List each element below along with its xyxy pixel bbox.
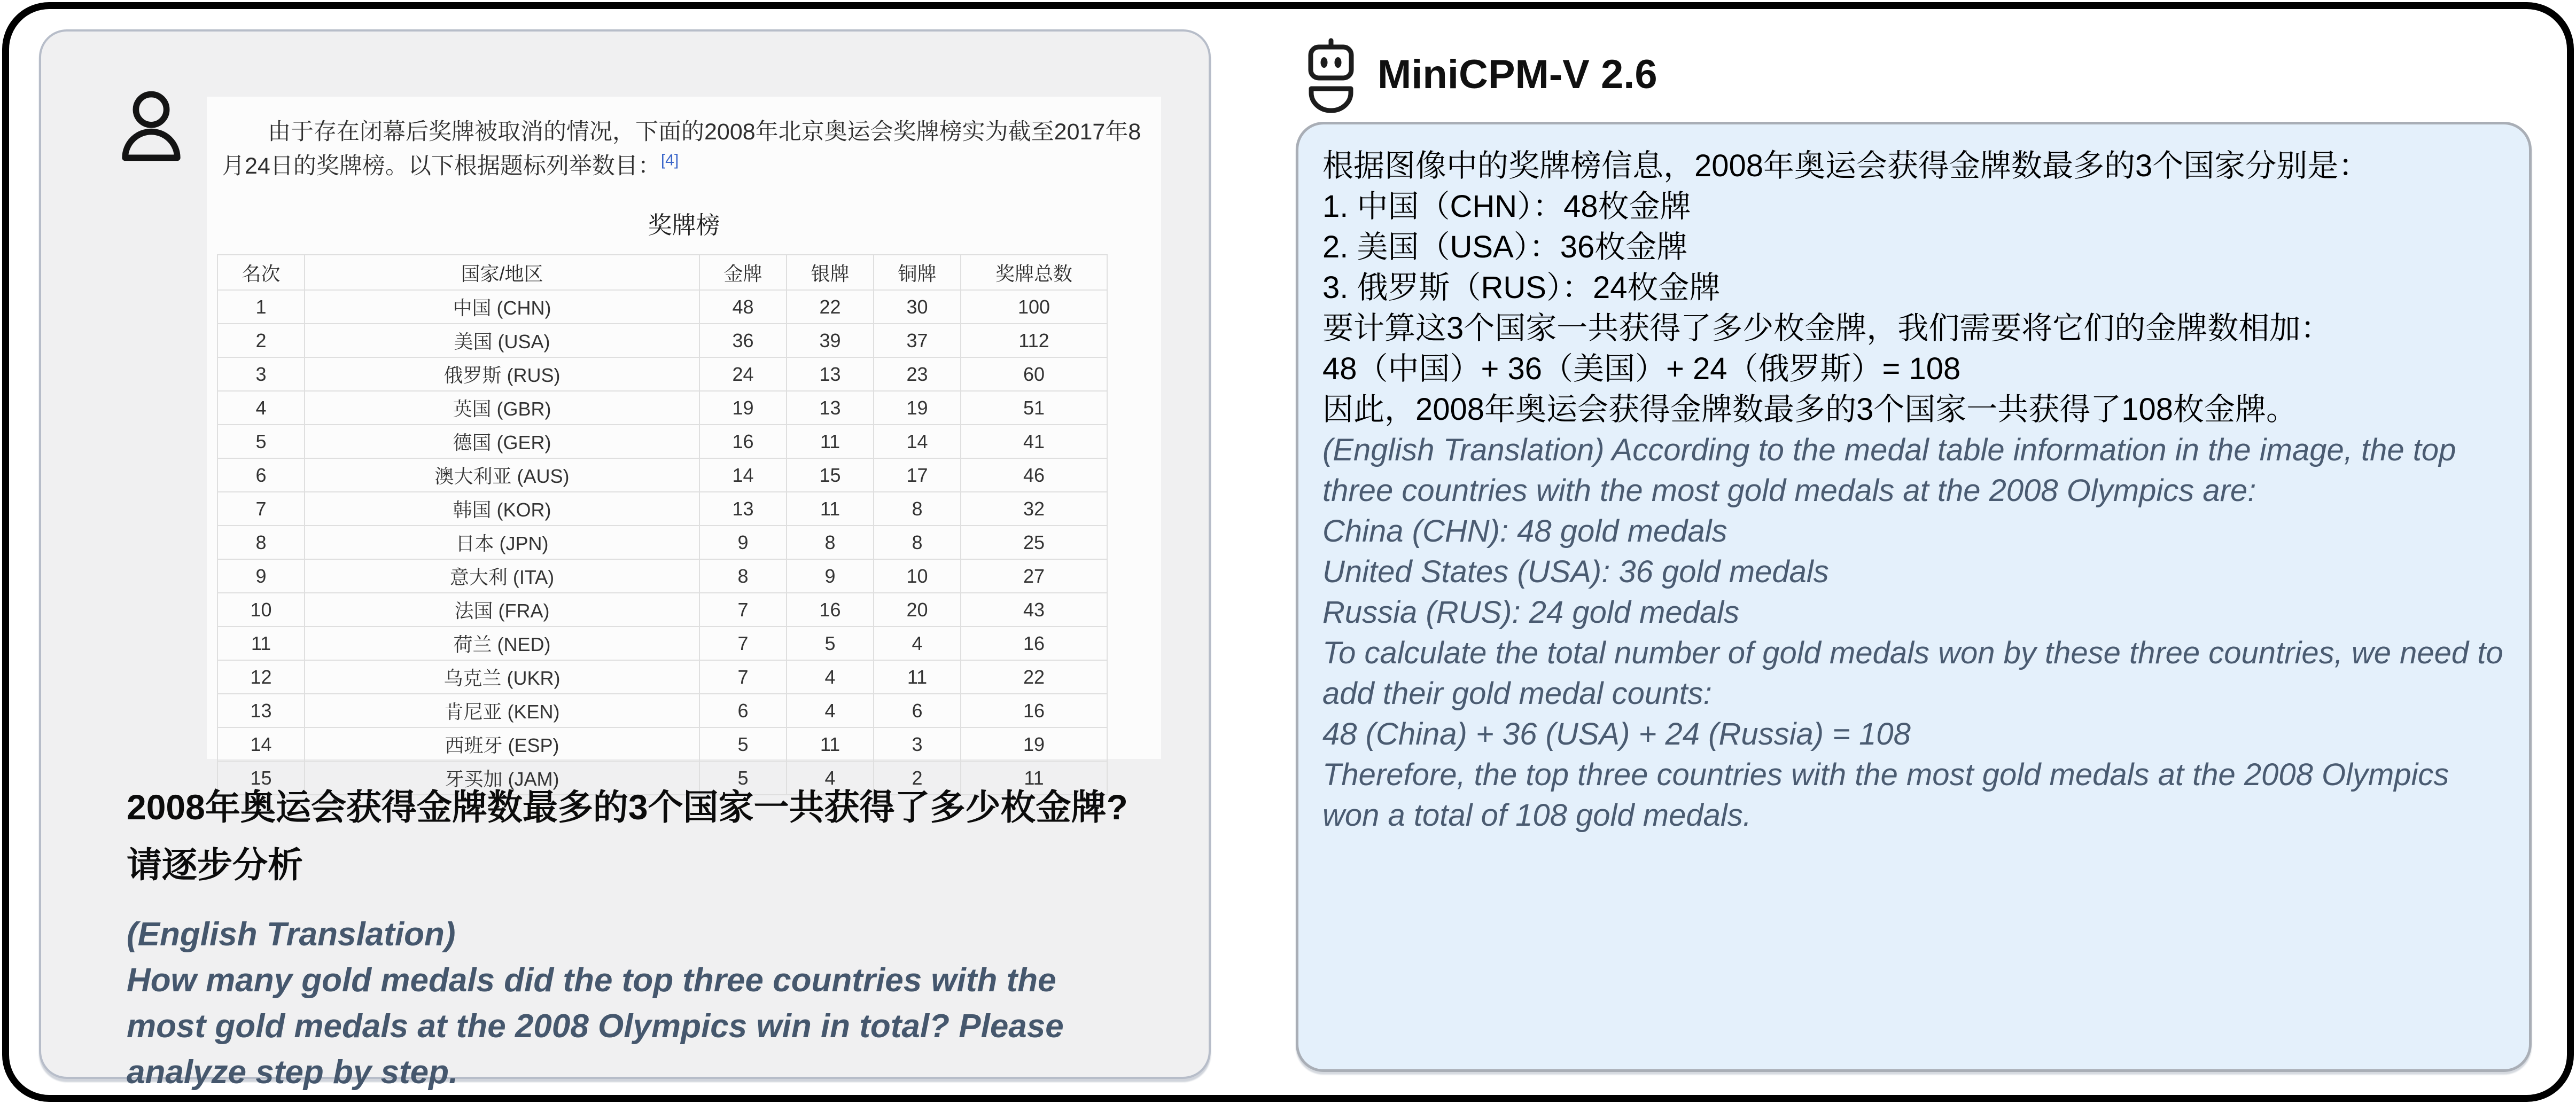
- table-cell-gold: 5: [699, 727, 787, 761]
- table-cell-rank: 12: [217, 660, 305, 694]
- model-name-label: MiniCPM-V 2.6: [1378, 52, 1657, 97]
- response-zh-calculation: [1322, 308, 2505, 430]
- response-line: (English Translation) According to the medal table information in the image, the top three countries with the most gold medals at the 2008 Olympics are:: [1322, 433, 2456, 508]
- response-line: 因此，2008年奥运会获得金牌数最多的3个国家一共获得了108枚金牌。: [1322, 392, 2298, 427]
- table-row: [217, 324, 1107, 357]
- table-cell-gold: 5: [699, 761, 787, 795]
- medal-table: [217, 254, 1108, 795]
- table-cell-country: 荷兰 (NED): [305, 627, 699, 660]
- user-message-panel: [39, 29, 1211, 1091]
- table-cell-country: 中国 (CHN): [305, 290, 699, 324]
- table-cell-bronze: 10: [874, 559, 961, 593]
- response-en-gold-list: [1322, 511, 2505, 633]
- response-en-intro: [1322, 430, 2505, 511]
- medal-table-header-cell: 铜牌: [874, 255, 961, 290]
- table-cell-country: 澳大利亚 (AUS): [305, 458, 699, 492]
- response-line: 要计算这3个国家一共获得了多少枚金牌，我们需要将它们的金牌数相加：: [1322, 311, 2332, 346]
- table-row: [217, 660, 1107, 694]
- table-cell-bronze: 14: [874, 425, 961, 458]
- table-cell-silver: 4: [787, 660, 874, 694]
- response-line: United States (USA): 36 gold medals: [1322, 554, 1829, 589]
- table-cell-rank: 6: [217, 458, 305, 492]
- table-cell-country: 德国 (GER): [305, 425, 699, 458]
- table-cell-country: 牙买加 (JAM): [305, 761, 699, 795]
- table-cell-total: 16: [961, 694, 1107, 727]
- response-line: Therefore, the top three countries with the most gold medals at the 2008 Olympics won a total of 108 gold medals.: [1322, 757, 2449, 833]
- medal-table-intro-text: 由于存在闭幕后奖牌被取消的情况，下面的2008年北京奥运会奖牌榜实为截至2017年8月24日的奖牌榜。以下根据题标列举数目：[4]: [222, 119, 1141, 179]
- table-cell-total: 100: [961, 290, 1107, 324]
- table-row: [217, 391, 1107, 425]
- table-cell-bronze: 17: [874, 458, 961, 492]
- table-row: [217, 357, 1107, 391]
- table-cell-gold: 24: [699, 357, 787, 391]
- medal-table-image: [207, 97, 1161, 790]
- citation-link[interactable]: [4]: [660, 151, 679, 169]
- table-cell-total: 16: [961, 627, 1107, 660]
- response-line: 2. 美国（USA）：36枚金牌: [1322, 230, 1688, 264]
- table-row: [217, 526, 1107, 559]
- table-cell-total: 22: [961, 660, 1107, 694]
- table-cell-rank: 7: [217, 492, 305, 526]
- table-cell-gold: 16: [699, 425, 787, 458]
- robot-icon: [1304, 37, 1358, 113]
- table-cell-rank: 4: [217, 391, 305, 425]
- table-cell-country: 韩国 (KOR): [305, 492, 699, 526]
- table-cell-rank: 2: [217, 324, 305, 357]
- table-cell-total: 25: [961, 526, 1107, 559]
- table-cell-country: 美国 (USA): [305, 324, 699, 357]
- table-cell-gold: 14: [699, 458, 787, 492]
- user-question-english-translation: [127, 912, 1110, 1095]
- table-cell-bronze: 11: [874, 660, 961, 694]
- table-cell-silver: 9: [787, 559, 874, 593]
- table-cell-silver: 11: [787, 492, 874, 526]
- table-cell-silver: 15: [787, 458, 874, 492]
- table-cell-total: 112: [961, 324, 1107, 357]
- response-line: China (CHN): 48 gold medals: [1322, 514, 1727, 549]
- table-cell-total: 43: [961, 593, 1107, 627]
- table-cell-total: 19: [961, 727, 1107, 761]
- table-cell-gold: 7: [699, 660, 787, 694]
- table-cell-rank: 13: [217, 694, 305, 727]
- table-cell-bronze: 23: [874, 357, 961, 391]
- table-cell-total: 60: [961, 357, 1107, 391]
- table-cell-rank: 3: [217, 357, 305, 391]
- table-row: [217, 627, 1107, 660]
- question-line: 请逐步分析: [127, 845, 303, 884]
- table-cell-silver: 22: [787, 290, 874, 324]
- table-cell-silver: 13: [787, 391, 874, 425]
- medal-table-title: 奖牌榜: [648, 212, 720, 239]
- table-cell-country: 肯尼亚 (KEN): [305, 694, 699, 727]
- table-cell-total: 46: [961, 458, 1107, 492]
- table-cell-bronze: 3: [874, 727, 961, 761]
- model-response-bubble: [1296, 122, 2532, 1072]
- table-cell-gold: 19: [699, 391, 787, 425]
- table-cell-silver: 11: [787, 727, 874, 761]
- response-zh-gold-list: [1322, 186, 2505, 308]
- table-cell-rank: 11: [217, 627, 305, 660]
- table-cell-silver: 39: [787, 324, 874, 357]
- english-translation-label: (English Translation): [127, 916, 456, 953]
- table-row: [217, 694, 1107, 727]
- medal-table-header-cell: 名次: [217, 255, 305, 290]
- table-cell-gold: 48: [699, 290, 787, 324]
- table-cell-silver: 11: [787, 425, 874, 458]
- table-cell-silver: 4: [787, 761, 874, 795]
- table-cell-gold: 9: [699, 526, 787, 559]
- table-cell-rank: 9: [217, 559, 305, 593]
- table-cell-gold: 36: [699, 324, 787, 357]
- user-question-chinese: [127, 778, 1195, 894]
- table-cell-silver: 16: [787, 593, 874, 627]
- table-cell-country: 法国 (FRA): [305, 593, 699, 627]
- table-cell-rank: 15: [217, 761, 305, 795]
- table-cell-rank: 1: [217, 290, 305, 324]
- medal-table-header-cell: 奖牌总数: [961, 255, 1107, 290]
- table-cell-total: 32: [961, 492, 1107, 526]
- table-cell-bronze: 8: [874, 526, 961, 559]
- table-cell-bronze: 19: [874, 391, 961, 425]
- table-row: [217, 458, 1107, 492]
- response-zh-intro: [1322, 146, 2505, 186]
- table-row: [217, 492, 1107, 526]
- table-row: [217, 425, 1107, 458]
- table-cell-country: 乌克兰 (UKR): [305, 660, 699, 694]
- table-cell-silver: 5: [787, 627, 874, 660]
- table-cell-gold: 13: [699, 492, 787, 526]
- table-cell-silver: 8: [787, 526, 874, 559]
- table-cell-bronze: 6: [874, 694, 961, 727]
- table-cell-total: 27: [961, 559, 1107, 593]
- table-cell-rank: 5: [217, 425, 305, 458]
- table-cell-bronze: 4: [874, 627, 961, 660]
- response-line: 48 (China) + 36 (USA) + 24 (Russia) = 108: [1322, 717, 1911, 751]
- table-row: [217, 727, 1107, 761]
- table-cell-gold: 7: [699, 593, 787, 627]
- user-icon: [117, 89, 185, 164]
- table-row: [217, 559, 1107, 593]
- table-cell-total: 11: [961, 761, 1107, 795]
- table-cell-rank: 10: [217, 593, 305, 627]
- table-cell-total: 51: [961, 391, 1107, 425]
- response-line: 3. 俄罗斯（RUS）：24枚金牌: [1322, 270, 1721, 305]
- response-line: To calculate the total number of gold medals won by these three countries, we need to add their gold medal counts:: [1322, 636, 2503, 711]
- table-cell-bronze: 20: [874, 593, 961, 627]
- table-cell-country: 意大利 (ITA): [305, 559, 699, 593]
- table-cell-country: 英国 (GBR): [305, 391, 699, 425]
- table-cell-bronze: 30: [874, 290, 961, 324]
- medal-table-header-cell: 银牌: [787, 255, 874, 290]
- response-en-calculation: [1322, 633, 2505, 836]
- medal-table-body: [217, 290, 1107, 795]
- table-cell-country: 俄罗斯 (RUS): [305, 357, 699, 391]
- table-cell-total: 41: [961, 425, 1107, 458]
- response-line: 1. 中国（CHN）：48枚金牌: [1322, 189, 1691, 224]
- table-cell-gold: 8: [699, 559, 787, 593]
- table-cell-gold: 6: [699, 694, 787, 727]
- english-translation-body: How many gold medals did the top three countries with the most gold medals at the 2008 Olympics win in total? Please analyze step by step.: [127, 962, 1064, 1091]
- response-line: Russia (RUS): 24 gold medals: [1322, 595, 1740, 630]
- medal-table-header-row: [217, 255, 1107, 290]
- table-cell-bronze: 2: [874, 761, 961, 795]
- table-cell-bronze: 37: [874, 324, 961, 357]
- medal-table-header-cell: 金牌: [699, 255, 787, 290]
- table-cell-rank: 8: [217, 526, 305, 559]
- table-cell-rank: 14: [217, 727, 305, 761]
- table-cell-country: 西班牙 (ESP): [305, 727, 699, 761]
- table-cell-bronze: 8: [874, 492, 961, 526]
- table-cell-gold: 7: [699, 627, 787, 660]
- response-line: 48（中国）+ 36（美国）+ 24（俄罗斯）= 108: [1322, 351, 1961, 386]
- question-line: 2008年奥运会获得金牌数最多的3个国家一共获得了多少枚金牌?: [127, 787, 1128, 827]
- table-row: [217, 290, 1107, 324]
- medal-table-header-cell: 国家/地区: [305, 255, 699, 290]
- table-cell-silver: 4: [787, 694, 874, 727]
- table-row: [217, 593, 1107, 627]
- table-cell-country: 日本 (JPN): [305, 526, 699, 559]
- response-line: 根据图像中的奖牌榜信息，2008年奥运会获得金牌数最多的3个国家分别是：: [1322, 148, 2370, 183]
- table-cell-silver: 13: [787, 357, 874, 391]
